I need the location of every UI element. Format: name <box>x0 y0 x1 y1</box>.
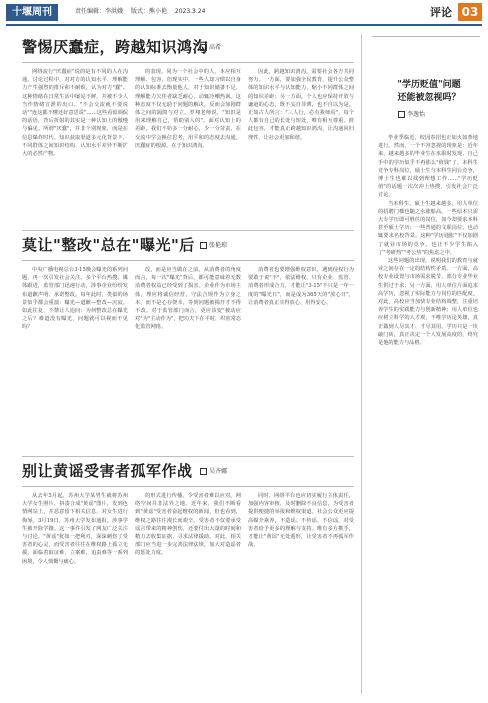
article-title: 别让黄谣受害者孤军作战 <box>22 462 193 480</box>
article-1 <box>22 36 354 226</box>
sidebar-title-line2: 还能被忽视吗？ <box>397 93 461 103</box>
text-column <box>248 68 354 224</box>
article-author: 高希 <box>209 44 222 51</box>
divider <box>22 456 354 457</box>
paragraph: 这些问题的出现，说明我们的教育与就业之间存在一定的结构性矛盾。一方面，高校专业设置与市场需求脱节，部分专业毕业生供过于求；另一方面，用人单位片面追求高学历，忽视了实际能力与岗位的匹配度。对此，高校应当加快专业结构调整，注重培养学生的实践能力与创新精神；用人单位也应树立科学的人才观，不唯学历论英雄，真正做到人尽其才、才尽其用。学历只是一块敲门砖，真正决定一个人发展高度的，终究是他的能力与品格。 <box>378 258 478 347</box>
byline-box-icon <box>398 111 405 118</box>
article-title: 莫让"整改"总在"曝光"后 <box>22 236 195 254</box>
article-byline <box>200 240 227 249</box>
masthead-meta <box>75 6 205 15</box>
paragraph: 改，而是应当做在之前。从消费者的角度而言，每一次"曝光"背后，都可能意味着无数消费者权益已经受到了损害。企业作为市场主体，理应将诚信经营、守法合规作为立身之本，而不是心存侥幸，等到问题被揭开才不得不改。对于监管部门而言，更应该变"被动应对"为"主动作为"，把功夫下在平时，织密常态化监管网络。 <box>135 267 241 331</box>
page-number: 03 <box>458 3 482 21</box>
paragraph: 因此，跨越知识鸿沟，需要社会各方共同努力。一方面，要加强全民教育，提升公众整体的知识水平与认知能力，缩小不同群体之间的知识差距；另一方面，个人也应保持开放与谦逊的心态，既不妄自菲薄，也不自以为是。正如古人所言："三人行，必有我师焉"。每个人都有自己的长处与短处，唯有相互尊重、彼此包容，才能真正跨越知识鸿沟，让沟通回归理性，让社会更加和谐。 <box>248 69 354 141</box>
article-byline <box>200 466 227 475</box>
top-rule <box>6 24 482 26</box>
design-credit: 版式：熊小艳 <box>130 8 167 15</box>
masthead <box>0 0 488 24</box>
main-column <box>22 36 354 694</box>
text-column <box>248 266 354 448</box>
article-3 <box>22 460 354 694</box>
article-body <box>22 492 354 692</box>
sidebar-header <box>372 36 480 127</box>
text-column <box>22 492 128 692</box>
issue-date: 2023.3.24 <box>174 8 206 15</box>
byline-box-icon <box>200 468 207 475</box>
column-divider <box>361 34 362 694</box>
article-author: 吴齐娜 <box>209 468 228 475</box>
text-column <box>135 492 241 692</box>
article-header <box>22 460 354 487</box>
editor-credit: 责任编辑：李洪娥 <box>75 8 124 15</box>
sidebar-author: 李逸怡 <box>407 111 426 118</box>
brand-logo: 十堰周刊 <box>6 4 58 21</box>
paragraph: 的表现。同为一个社会中的人，本应相互理解、包容，但现实中，一些人却习惯以自身的认知标准去衡量他人，对于知识储备不足、理解能力欠佳者缺乏耐心，动辄冷嘲热讽。这种态度不仅无助于问题的解决，反而会加剧群体之间的隔阂与对立。罗翔老师说，"知识是用来理解自己，帮助别人的"。面对认知上的差距，我们不妨多一分耐心，少一分苛责，在交流中学会换位思考，用平和的态度去沟通。厌蠢症的根源，在于知识鸿沟。 <box>135 69 241 149</box>
paragraph: 网络流行"厌蠢症"说的是有不同的人在沟通、讨论过程中，对对方的认知水平、理解能力产生强烈的排斥和不耐烦，认为对方"蠢"。这种情绪在日常生活中屡见不鲜，并被不少人当作情绪宣泄的出口。"不会交流就不要说话""连这都不懂还好意思说"……这些看似调侃的话语，背后折射的其实是一种认知上的傲慢与偏见。所谓"厌蠢"，并非个别现象，而是在信息爆炸时代、知识获取渠道多元化背景下，不同群体之间知识结构、认知水平差异不断扩大的必然产物。 <box>22 69 128 158</box>
sidebar-title <box>384 79 474 105</box>
article-author: 张艳琼 <box>209 242 228 249</box>
sidebar-column <box>372 36 480 694</box>
byline-box-icon <box>200 242 207 249</box>
article-header <box>22 234 354 261</box>
text-column <box>135 266 241 448</box>
article-2 <box>22 234 354 452</box>
text-column <box>135 68 241 224</box>
text-column <box>248 492 354 692</box>
paragraph: 从去年3月起，苏州大学某男生就将苏州大学女生照片，拼凑合成"黄谣"图片，发到色情网站上，并恶意留下相关信息，对女生进行侮辱。3月19日，苏州大学发布通报，涉事学生被开除学籍。这一事件引发了网友广泛关注与讨论。"黄谣"犹如一把利刃，深深刺伤了受害者的心灵，而受害者往往在维权路上孤立无援，面临着取证难、立案难、追责难等一系列困境，令人愤慨与痛心。 <box>22 493 128 565</box>
sidebar-body <box>378 134 478 694</box>
text-column <box>22 68 128 224</box>
article-header <box>22 36 354 63</box>
paragraph: 同时，网络平台也应切实履行主体责任，加强内容审核，及时删除不良信息，为受害者提供便捷的举报和维权渠道。社会公众更应提高媒介素养，不造谣、不传谣、不信谣，对受害者给予更多的理解与支持。唯有多方携手，才能让"黄谣"无处遁形，让受害者不再孤军作战。 <box>248 493 354 549</box>
sidebar-title-line1: "学历贬值"问题 <box>397 80 461 90</box>
paragraph: 当本科生、硕士生越来越多，用人单位的招聘门槛也随之水涨船高。一些原本只需大专学历即可胜任的岗位，如今却要求本科甚至硕士学历；一些普通的文职岗位，也动辄要求名校背景。这种"学历通胀"不仅加剧了就业市场的竞争，也让不少学生陷入了"考研热""考公热"的焦虑之中。 <box>378 200 478 256</box>
sidebar-byline <box>398 109 425 118</box>
article-byline <box>200 42 221 51</box>
paragraph: 毕业季临近，校园春招也正如火如荼地进行。然而，一个不容忽视的现象是：近年来，越来越多的毕业生在求职时发现，自己手中的学历似乎不再那么"值钱"了。本科生竞争专科岗位，硕士生与本科生同台竞争，博士生也难以找到理想工作……"学历贬值"的话题一次次冲上热搜，引发社会广泛讨论。 <box>378 135 478 199</box>
paragraph: 的形式进行传播，令受害者难以应对。网络空间并非法外之地。近年来，我们不断看到"黄谣"受害者奋起维权的新闻，但也看到，维权之路往往漫长而艰辛。受害者不仅要承受谣言带来的精神创伤，还要付出大量的时间和精力去收集证据、寻求法律援助。对此，相关部门应当进一步完善法律法规，加大对造谣者的惩处力度。 <box>135 493 241 557</box>
paragraph: 消费者也要增强维权意识，遇到侵权行为要敢于说"不"，依法维权。只有企业、监管、消费者形成合力，才能让"3·15"不只是一年一度的"曝光日"，而是成为365天的"放心日"，让消费者真正买得放心、用得安心。 <box>248 267 354 306</box>
section-label: 评论 <box>430 6 452 19</box>
paragraph: 中央广播电视总台3·15晚会曝光的系列问题，再一次引发社会关注。多个平台热搜、媒体跟进，监管部门迅速行动，涉事企业纷纷发布道歉声明、承诺整改。每年此时，类似的场景似乎都会重演：曝光—道歉—整改—沉寂。如此往复，不禁让人追问：为何整改总在曝光之后？难道没有曝光，问题就可以视而不见吗？ <box>22 267 128 331</box>
article-body <box>22 68 354 224</box>
divider <box>22 230 354 231</box>
byline-box-icon <box>200 44 207 51</box>
text-column <box>22 266 128 448</box>
article-body <box>22 266 354 448</box>
article-title: 警惕厌蠢症，跨越知识鸿沟 <box>22 38 209 56</box>
